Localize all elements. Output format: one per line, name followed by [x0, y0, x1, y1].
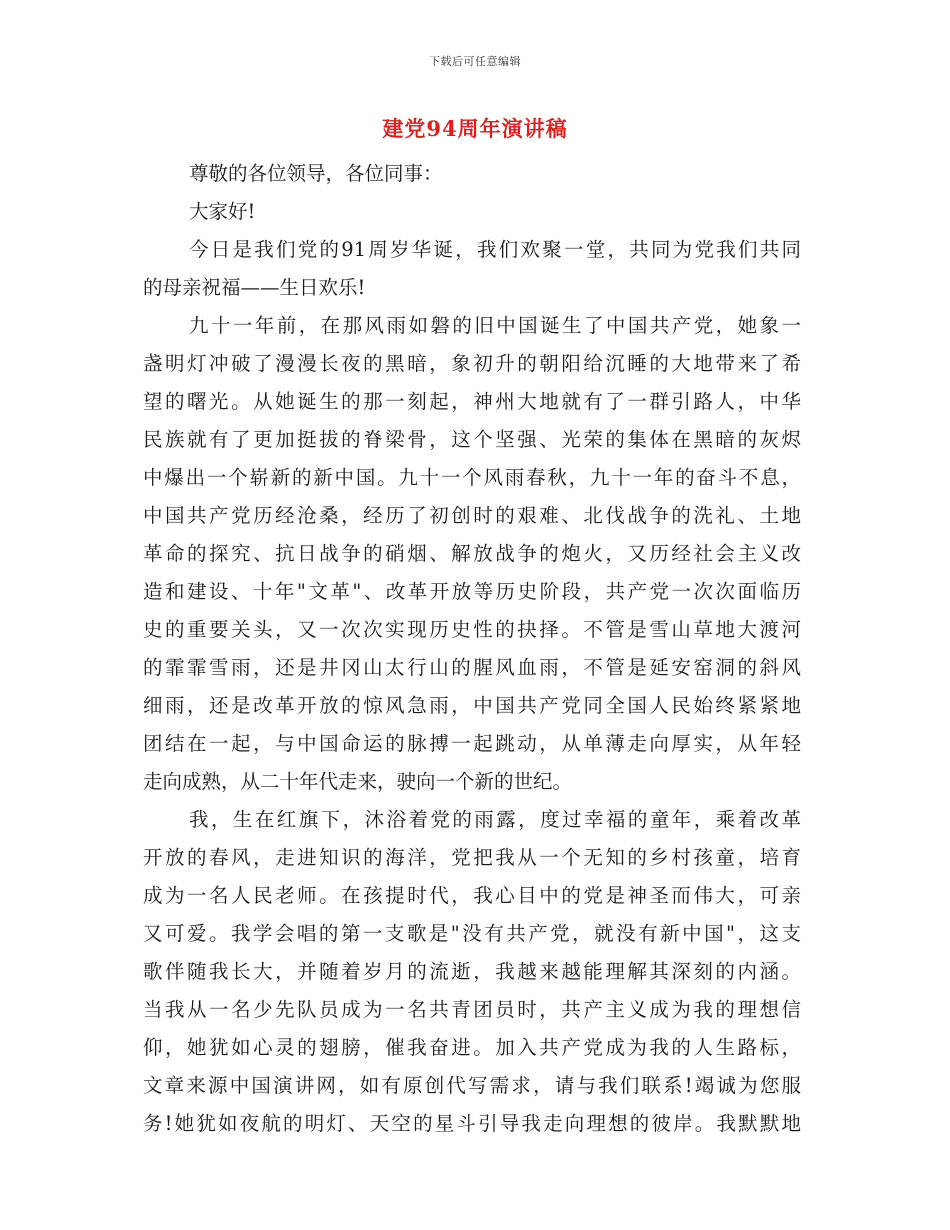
- paragraph-line: 歌伴随我长大，并随着岁月的流逝，我越来越能理解其深刻的内涵。: [143, 960, 801, 983]
- document-title: 建党94周年演讲稿: [382, 116, 568, 141]
- paragraph: [143, 231, 801, 307]
- paragraph-line: 走向成熟，从二十年代走来，驶向一个新的世纪。: [143, 770, 573, 793]
- paragraph-line: 团结在一起，与中国命运的脉搏一起跳动，从单薄走向厚实，从年轻: [143, 732, 801, 755]
- paragraph-line: 望的曙光。从她诞生的那一刻起，神州大地就有了一群引路人，中华: [143, 390, 801, 413]
- paragraph-line: 中爆出一个崭新的新中国。九十一个风雨春秋，九十一年的奋斗不息，: [143, 466, 801, 489]
- paragraph-line: 盏明灯冲破了漫漫长夜的黑暗，象初升的朝阳给沉睡的大地带来了希: [143, 352, 801, 375]
- document-body: [143, 155, 801, 1143]
- paragraph-line: 我，生在红旗下，沐浴着党的雨露，度过幸福的童年，乘着改革: [189, 808, 801, 831]
- paragraph-line: 细雨，还是改革开放的惊风急雨，中国共产党同全国人民始终紧紧地: [143, 694, 801, 717]
- paragraph-line: 今日是我们党的91周岁华诞，我们欢聚一堂，共同为党我们共同: [189, 238, 801, 261]
- paragraph: [143, 155, 801, 193]
- paragraph-line: 当我从一名少先队员成为一名共青团员时，共产主义成为我的理想信: [143, 998, 801, 1021]
- paragraph-line: 造和建设、十年"文革"、改革开放等历史阶段，共产党一次次面临历: [143, 580, 801, 603]
- paragraph-line: 务!她犹如夜航的明灯、天空的星斗引导我走向理想的彼岸。我默默地: [143, 1112, 801, 1135]
- paragraph-line: 文章来源中国演讲网，如有原创代写需求，请与我们联系!竭诚为您服: [143, 1074, 801, 1097]
- paragraph: [143, 801, 801, 1143]
- paragraph-line: 又可爱。我学会唱的第一支歌是"没有共产党，就没有新中国"，这支: [143, 922, 801, 945]
- paragraph-line: 尊敬的各位领导，各位同事：: [189, 162, 443, 185]
- paragraph-line: 仰，她犹如心灵的翅膀，催我奋进。加入共产党成为我的人生路标，: [143, 1036, 801, 1059]
- paragraph-line: 大家好!: [189, 200, 256, 223]
- paragraph-line: 史的重要关头，又一次次实现历史性的抉择。不管是雪山草地大渡河: [143, 618, 801, 641]
- paragraph-line: 九十一年前，在那风雨如磐的旧中国诞生了中国共产党，她象一: [189, 314, 801, 337]
- header-note: 下载后可任意编辑: [429, 55, 521, 68]
- paragraph-line: 开放的春风，走进知识的海洋，党把我从一个无知的乡村孩童，培育: [143, 846, 801, 869]
- paragraph-line: 民族就有了更加挺拔的脊梁骨，这个坚强、光荣的集体在黑暗的灰烬: [143, 428, 801, 451]
- paragraph-line: 革命的探究、抗日战争的硝烟、解放战争的炮火，又历经社会主义改: [143, 542, 801, 565]
- paragraph: [143, 193, 801, 231]
- paragraph: [143, 307, 801, 801]
- paragraph-line: 中国共产党历经沧桑，经历了初创时的艰难、北伐战争的洗礼、土地: [143, 504, 801, 527]
- paragraph-line: 成为一名人民老师。在孩提时代，我心目中的党是神圣而伟大，可亲: [143, 884, 801, 907]
- paragraph-line: 的母亲祝福——生日欢乐!: [143, 276, 366, 299]
- paragraph-line: 的霏霏雪雨，还是井冈山太行山的腥风血雨，不管是延安窑洞的斜风: [143, 656, 801, 679]
